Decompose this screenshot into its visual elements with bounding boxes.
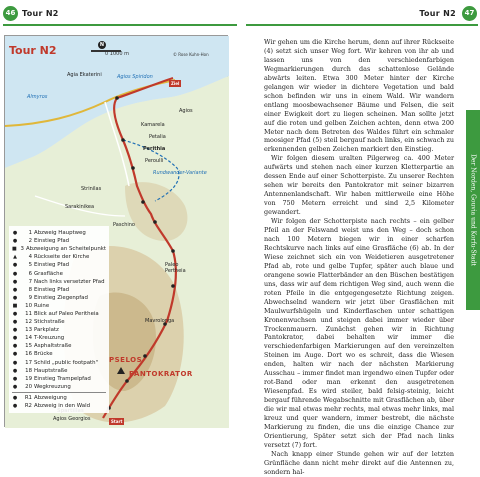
- chapter-side-tab-label: Der Norden, Gouvia und Korfu-Stadt: [469, 154, 477, 266]
- place-sarakinikea: Sarakinikea: [65, 204, 95, 210]
- place-almyros: Almyros: [27, 94, 48, 100]
- map-title: Tour N2: [9, 44, 57, 57]
- legend-number: 9: [28, 294, 32, 301]
- legend-item: [12, 229, 106, 237]
- legend-item: [12, 350, 106, 358]
- paragraph: Nach knapp einer Stunde gehen wir auf der letzten Grünfläche dann nicht mehr direkt auf die Antennen zu, sondern hal-: [264, 449, 454, 476]
- chapter-side-tab: [466, 110, 480, 310]
- legend-item: [12, 253, 106, 261]
- legend-symbol-icon: ●: [12, 278, 18, 285]
- legend-label: Schild „public footpath": [34, 359, 99, 366]
- paragraph: Wir gehen um die Kirche herum, denn auf ihrer Rückseite (4) setzt sich unser Weg fort. Wir kehren von ihr ab und lassen uns von den verschiedenfarbigen Wegmarkierungen durch das schattenlose Gelände abwärts leiten. Etwa 300 Meter hinter der Kirche gelangen wir wieder in dichtere Vegetation und bald schon befinden wir uns in einem Wald. Wir wandern entlang moosbewachsener Bäume und Felsen, die seit einer Ewigkeit dort zu liegen scheinen. Man sollte jetzt auf die roten und gelben Zeichen achten, denn etwa 200 Meter nach dem Betreten des Waldes führt ein schmaler moosiger Pfad (5) steil bergauf nach links, ein schwach zu erkennenden gelben Zeichen markiert den Einstieg.: [264, 38, 454, 154]
- legend-label: Abzweigung an Scheitelpunkt: [25, 246, 106, 253]
- legend-number: 7: [28, 278, 32, 285]
- place-paleo-pertheia: Paleo Pertheia: [165, 262, 186, 274]
- legend-number: 13: [25, 327, 32, 334]
- legend-label: Einstieg Trampelpfad: [34, 375, 91, 382]
- legend-symbol-icon: ●: [12, 351, 18, 358]
- legend-label: Wegkreuzung: [34, 383, 71, 390]
- legend-symbol-icon: ●: [12, 335, 18, 342]
- ziel-label: Ziel: [171, 81, 180, 86]
- legend-symbol-icon: ●: [12, 359, 18, 366]
- legend-label: Stichstraße: [34, 319, 65, 326]
- place-paschino: Paschino: [113, 222, 135, 228]
- legend-number: 15: [25, 343, 32, 350]
- legend-symbol-icon: ●: [12, 286, 18, 293]
- legend-label: Hauptstraße: [34, 367, 68, 374]
- legend-item: [12, 310, 106, 318]
- legend-number: 2: [28, 238, 32, 245]
- legend-item: [12, 294, 106, 302]
- legend-number: R1: [24, 394, 32, 401]
- right-page: [244, 0, 480, 476]
- legend-label: Einstieg Ziegenpfad: [34, 294, 88, 301]
- legend-item: [12, 375, 106, 383]
- legend-symbol-icon: ●: [12, 270, 18, 277]
- massif-pantokrator: PANTOKRATOR: [129, 370, 193, 378]
- legend-symbol-icon: ●: [12, 310, 18, 317]
- legend-number: 10: [25, 302, 32, 309]
- legend-label: Ruine: [34, 302, 50, 309]
- legend-item: [12, 278, 106, 286]
- place-strinilas: Strinilas: [81, 186, 102, 192]
- legend-item: [12, 326, 106, 334]
- legend-number: 18: [25, 367, 32, 374]
- legend-symbol-icon: ●: [12, 403, 18, 410]
- legend-item: [12, 383, 106, 391]
- legend-item: [12, 302, 106, 310]
- legend-symbol-icon: ●: [12, 375, 18, 382]
- legend-item: [12, 269, 106, 277]
- legend-item: [12, 402, 106, 410]
- legend-number: 11: [25, 310, 32, 317]
- page-number-right: 47: [462, 6, 477, 21]
- legend-item: [12, 261, 106, 269]
- legend-number: 1: [28, 230, 32, 237]
- legend-item: [12, 367, 106, 375]
- legend-label: Nach links versetzter Pfad: [34, 278, 105, 285]
- map-legend: [9, 226, 109, 413]
- legend-label: Brücke: [34, 351, 53, 358]
- running-head-right: Tour N2: [419, 9, 456, 18]
- legend-symbol-icon: ●: [12, 367, 18, 374]
- legend-number: 12: [25, 319, 32, 326]
- legend-label: Einstieg Pfad: [34, 238, 70, 245]
- legend-label: Abzweigung: [34, 394, 67, 401]
- legend-symbol-icon: ●: [12, 262, 18, 269]
- legend-symbol-icon: ●: [12, 238, 18, 245]
- place-kamarela: Kamarela: [141, 122, 165, 128]
- header-rule-left: [3, 24, 237, 26]
- legend-symbol-icon: ●: [12, 394, 18, 401]
- legend-symbol-icon: ●: [12, 327, 18, 334]
- legend-number: 14: [25, 335, 32, 342]
- legend-label: Grasfläche: [34, 270, 63, 277]
- legend-label: Abzweig Hauptweg: [34, 230, 86, 237]
- route-map: [4, 35, 228, 427]
- legend-symbol-icon: ●: [12, 319, 18, 326]
- legend-item: [12, 394, 106, 402]
- legend-item: [12, 334, 106, 342]
- legend-number: 17: [25, 359, 32, 366]
- massif-psilos: PSELOS: [109, 356, 143, 364]
- left-page: [0, 0, 240, 432]
- scale-label: 0 1000 m: [105, 51, 129, 57]
- legend-label: Einstieg Pfad: [34, 286, 70, 293]
- legend-symbol-icon: ●: [12, 230, 18, 237]
- place-agios: Agios: [179, 108, 193, 114]
- legend-item: [12, 237, 106, 245]
- legend-symbol-icon: ●: [12, 383, 18, 390]
- legend-item: [12, 245, 106, 253]
- legend-label: Asphaltstraße: [34, 343, 72, 350]
- running-head-left: Tour N2: [22, 9, 59, 18]
- legend-item: [12, 286, 106, 294]
- legend-number: 4: [28, 254, 32, 261]
- legend-number: 16: [25, 351, 32, 358]
- place-peroulli: Peroulli: [145, 158, 164, 164]
- legend-symbol-icon: ●: [12, 294, 18, 301]
- legend-number: 5: [28, 262, 32, 269]
- place-rundwander-variante: Rundwander-Variante: [153, 170, 207, 176]
- legend-item: [12, 318, 106, 326]
- legend-label: T-Kreuzung: [34, 335, 65, 342]
- place-petalia: Petalia: [149, 134, 166, 140]
- compass-icon: N: [99, 42, 105, 48]
- legend-symbol-icon: ■: [12, 246, 17, 253]
- legend-number: 6: [28, 270, 32, 277]
- legend-item: [12, 359, 106, 367]
- place-mavrolonga: Mavrolonga: [145, 318, 175, 324]
- legend-label: Einstieg Pfad: [34, 262, 70, 269]
- legend-item: [12, 342, 106, 350]
- legend-symbol-icon: ●: [12, 343, 18, 350]
- legend-symbol-icon: ■: [12, 302, 18, 309]
- page-number-left: 46: [3, 6, 18, 21]
- body-text: [264, 38, 454, 476]
- legend-symbol-icon: ▲: [13, 254, 17, 261]
- legend-number: 3: [20, 246, 24, 253]
- paragraph: Wir folgen der Schotterpiste nach rechts – ein gelber Pfeil an der Felswand weist uns den Weg – doch schon nach 100 Metern biegen wir in einer scharfen Rechtskurve nach links auf eine Grasfläche (6) ab. In der Wiese zeichnet sich ein von Weidetieren ausgetretener Pfad ab, rote und gelbe Tupfer, später auch blaue und orangene sowie Flatterbänder an den Büschen bestätigen uns, dass wir auf dem richtigen Weg sind, auch wenn die roten Pfeile in die entgegengesetzte Richtung zeigen. Abwechselnd wandern wir jetzt über Grasflächen mit Maulwurfshügeln und Kinderflaschen unter schattigen Kronenwuchsen und steigen dabei immer wieder über Trockenmauern. Zunächst gehen wir in Richtung Pantokrator, dabei behalten wir immer die verschiedenfarbigen Markierungen auf den vereinzelten Steinen im Auge. Dort wo es schreit, dass die Wiesen enden, halten wir nach der nächsten Markierung Ausschau – immer findet man irgendwo einen Tupfer oder rot-Band oder man erkennt den ausgetretenen Wiesenpfad. Es wird steiler, bald felsig-steinig, leicht bergauf führende Wegabschnitte mit Grasflächen ab, über die wir mal etwas mehr rechts, mal etwas mehr links, mal kreuz und quer wandern, immer bestrebt, die nächste Markierung zu finden, die uns die einzige Chance zur Orientierung, Später setzt sich der Pfad nach links versetzt (7) fort.: [264, 217, 454, 449]
- legend-label: Abzweig in den Wald: [34, 403, 91, 410]
- place-agia-ekaterini: Agia Ekaterini: [67, 72, 102, 78]
- place-agios-spiridon: Agios Spiridon: [117, 74, 153, 80]
- legend-label: Parkplatz: [34, 327, 59, 334]
- place-perithia: Perithia: [143, 146, 166, 152]
- legend-number: 20: [25, 383, 32, 390]
- place-agios-georgios: Agios Georgios: [53, 416, 91, 422]
- start-label: Start: [111, 419, 123, 424]
- legend-number: 19: [25, 375, 32, 382]
- legend-number: R2: [24, 403, 32, 410]
- legend-number: 8: [28, 286, 32, 293]
- legend-label: Rückseite der Kirche: [34, 254, 90, 261]
- legend-separator: [12, 392, 106, 393]
- map-copyright: © Rose Kuhn-Hon: [173, 52, 209, 57]
- paragraph: Wir folgen diesem uralten Pilgerweg ca. 400 Meter aufwärts und stehen nach einer kurzen Kletterpartie an dessen Ende auf einer Schotterpiste. Zu unserer Rechten sehen wir bereits den Pantokrator mit seiner bizarren Antennenlandschaft. Wir haben mittlerweile eine Höhe von 750 Metern erreicht und sind 2,5 Kilometer gewandert.: [264, 154, 454, 217]
- legend-label: Blick auf Paleo Peritheia: [34, 310, 99, 317]
- header-rule-right: [246, 24, 478, 26]
